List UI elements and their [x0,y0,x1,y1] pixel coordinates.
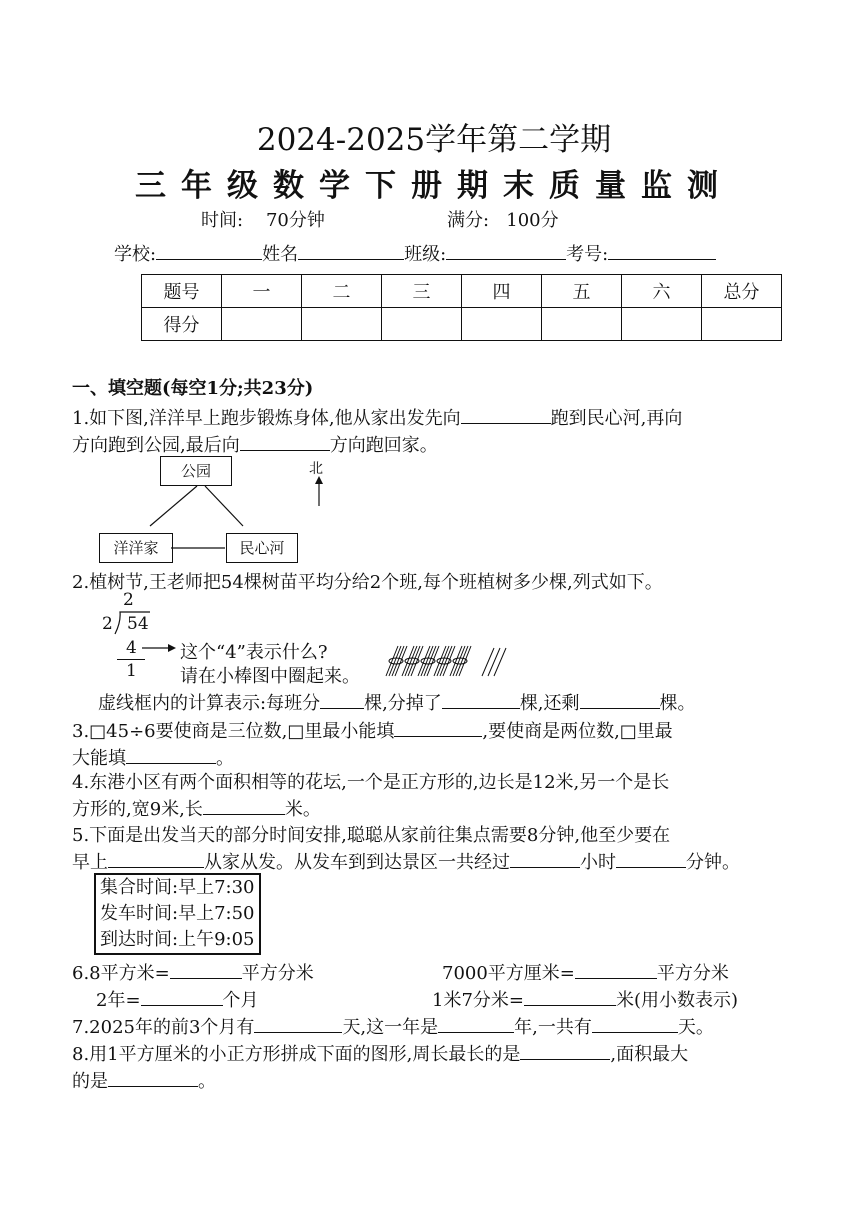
schedule-box [94,873,261,955]
park-home-line [150,486,197,526]
division-quotient: 2 [123,590,134,610]
q2-text-b: 棵,分掉了 [364,693,442,714]
question-8-line-2 [72,1067,216,1093]
score-table-score-row [142,308,782,341]
name-field[interactable] [298,241,404,260]
score-table [141,274,782,341]
q1-text-a: 1.如下图,洋洋早上跑步锻炼身体,他从家出发先向 [72,408,461,429]
score-cell[interactable] [542,308,622,341]
score-cell[interactable] [382,308,462,341]
school-field[interactable] [156,241,262,260]
q3-text-d: 。 [216,748,234,769]
score-cell[interactable] [462,308,542,341]
q1-text-c: 方向跑到公园,最后向 [72,435,240,456]
q4-text-c: 米。 [284,799,321,820]
park-box: 公园 [160,456,232,486]
q3-blank-2[interactable] [126,745,216,764]
question-5-line-2 [72,848,740,874]
score-value: 100分 [506,210,559,231]
q2-answer-line [98,689,696,715]
question-8-line-1 [72,1040,688,1066]
score-cell[interactable] [302,308,382,341]
question-4-line-1: 4.东港小区有两个面积相等的花坛,一个是正方形的,边长是12米,另一个是长 [72,772,670,793]
division-divisor: 2 [102,614,113,634]
question-2-text: 2.植树节,王老师把54棵树苗平均分给2个班,每个班植树多少棵,列式如下。 [72,572,663,593]
q2-note-2: 请在小棒图中圈起来。 [180,666,360,687]
q3-blank-1[interactable] [394,718,482,737]
q2-text-a: 虚线框内的计算表示:每班分 [98,693,321,714]
q5-text-e: 分钟。 [686,852,740,873]
score-cell[interactable] [622,308,702,341]
division-line [117,659,145,660]
q6-text-a2: 平方分米 [241,963,314,984]
question-7 [72,1013,714,1039]
q6-item-3 [96,986,259,1012]
q7-text-c: 年,一共有 [514,1017,592,1038]
q4-text-b: 方形的,宽9米,长 [72,799,203,820]
exam-no-field[interactable] [608,241,716,260]
exam-no-label: 考号: [566,244,609,265]
q5-blank-3[interactable] [616,849,686,868]
question-4-line-2 [72,795,321,821]
question-5-line-1: 5.下面是出发当天的部分时间安排,聪聪从家前往集点需要8分钟,他至少要在 [72,825,671,846]
q4-blank-1[interactable] [203,796,285,815]
q6-text-d1: 1米7分米= [432,990,524,1011]
q7-blank-1[interactable] [254,1014,342,1033]
section-title: 一、填空题(每空1分;共23分) [72,378,314,399]
q6-text-c2: 个月 [222,990,259,1011]
q6-text-d2: 米(用小数表示) [616,990,739,1011]
class-label: 班级: [404,244,447,265]
river-box: 民心河 [226,533,298,563]
question-3-line-2 [72,744,234,770]
q2-note-1: 这个“4”表示什么? [180,642,328,663]
q7-text-a: 7.2025年的前3个月有 [72,1017,255,1038]
time-label: 时间: [201,210,244,231]
schedule-row: 集合时间:早上7:30 [100,877,255,898]
q1-blank-1[interactable] [461,405,551,424]
name-label: 姓名 [262,244,299,265]
header-cell: 一 [222,275,302,308]
exam-title-subject: 三年级数学下册期末质量监测 [135,168,733,204]
question-1-line-1 [72,404,682,430]
q2-text-d: 棵。 [659,693,696,714]
q6-text-a1: 6.8平方米= [72,963,170,984]
question-3-line-1 [72,717,673,743]
division-remainder: 1 [126,661,137,681]
exam-title-year: 2024-2025学年第二学期 [256,122,612,158]
q7-blank-2[interactable] [438,1014,514,1033]
time-value: 70分钟 [265,210,325,231]
home-box: 洋洋家 [99,533,173,563]
north-label: 北 [309,461,323,477]
score-cell[interactable] [222,308,302,341]
header-cell: 二 [302,275,382,308]
header-cell: 四 [462,275,542,308]
q6-text-b1: 7000平方厘米= [442,963,575,984]
q6-text-c1: 2年= [96,990,141,1011]
q5-blank-1[interactable] [108,849,204,868]
q7-blank-3[interactable] [592,1014,678,1033]
schedule-row: 到达时间:上午9:05 [100,929,255,950]
header-cell: 五 [542,275,622,308]
score-label-cell: 得分 [142,308,222,341]
score-cell[interactable] [702,308,782,341]
q6-item-1 [72,959,314,985]
score-label: 满分: [447,210,490,231]
q6-item-2 [442,959,729,985]
q8-blank-2[interactable] [108,1068,198,1087]
q3-text-a: 3.□45÷6要使商是三位数,□里最小能填 [72,721,395,742]
division-product: 4 [126,638,137,658]
q5-blank-2[interactable] [510,849,580,868]
q6-blank-1[interactable] [170,960,242,979]
q2-blank-3[interactable] [580,690,660,709]
division-bracket [112,610,152,636]
q2-blank-1[interactable] [320,690,364,709]
q6-blank-3[interactable] [141,987,223,1006]
class-field[interactable] [446,241,566,260]
header-cell: 题号 [142,275,222,308]
q8-blank-1[interactable] [520,1041,610,1060]
q6-blank-2[interactable] [575,960,657,979]
header-cell: 六 [622,275,702,308]
single-sticks [482,648,506,676]
q8-text-c: 的是 [72,1071,108,1092]
q6-text-b2: 平方分米 [656,963,729,984]
q7-text-b: 天,这一年是 [342,1017,439,1038]
student-info-row [114,240,716,266]
q8-text-d: 。 [198,1071,216,1092]
q7-text-d: 天。 [677,1017,714,1038]
q1-text-b: 跑到民心河,再向 [550,408,683,429]
header-cell: 三 [382,275,462,308]
q8-text-b: ,面积最大 [610,1044,689,1065]
sticks-picture [384,640,508,680]
q3-text-c: 大能填 [72,748,126,769]
q2-text-c: 棵,还剩 [519,693,580,714]
schedule-row: 发车时间:早上7:50 [100,903,255,924]
park-river-line [205,486,243,526]
exam-time-info [201,206,325,232]
q8-text-a: 8.用1平方厘米的小正方形拼成下面的图形,周长最长的是 [72,1044,521,1065]
q5-text-b: 早上 [72,852,108,873]
q2-blank-2[interactable] [442,690,520,709]
arrow-right-icon [142,642,178,654]
q6-blank-4[interactable] [524,987,616,1006]
header-cell: 总分 [702,275,782,308]
q1-blank-2[interactable] [240,432,330,451]
q1-text-d: 方向跑回家。 [329,435,438,456]
q5-text-c: 从家从发。从发车到到达景区一共经过 [204,852,510,873]
division-dividend: 54 [127,614,149,634]
q3-text-b: ,要使商是两位数,□里最 [482,721,673,742]
score-table-header-row [142,275,782,308]
q6-item-4 [432,986,738,1012]
school-label: 学校: [114,244,157,265]
q5-text-d: 小时 [580,852,616,873]
exam-score-info [447,206,559,232]
